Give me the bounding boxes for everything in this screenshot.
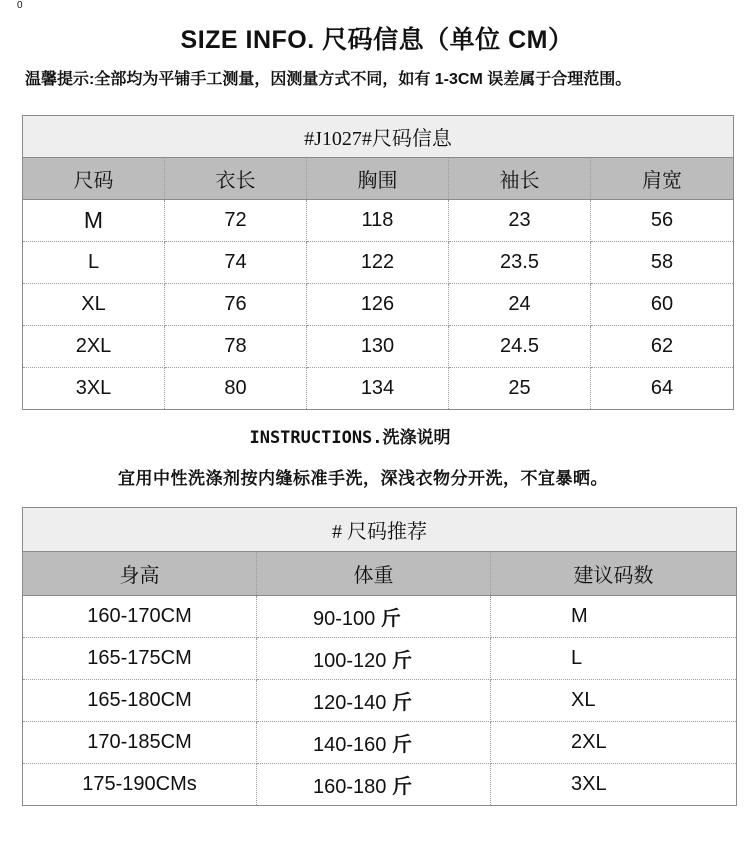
weight-unit: 斤	[391, 776, 412, 798]
weight-value: 140-160	[313, 734, 387, 756]
header-size: 尺码	[23, 158, 165, 200]
table-row	[23, 722, 737, 764]
chest-cell: 122	[307, 242, 449, 284]
table-row	[23, 242, 734, 284]
sleeve-cell: 23.5	[449, 242, 591, 284]
weight-value: 100-120	[313, 650, 387, 672]
table-row	[23, 200, 734, 242]
header-height: 身高	[23, 552, 257, 596]
height-cell: 165-175CM	[23, 638, 257, 680]
table-row	[23, 764, 737, 806]
size-cell: 3XL	[23, 368, 165, 410]
length-cell: 78	[165, 326, 307, 368]
size-table-caption: #J1027#尺码信息	[23, 116, 734, 158]
sleeve-cell: 24	[449, 284, 591, 326]
table-row	[23, 368, 734, 410]
sleeve-cell: 25	[449, 368, 591, 410]
weight-cell	[257, 722, 491, 764]
size-cell: XL	[23, 284, 165, 326]
chest-cell: 130	[307, 326, 449, 368]
recommended-size-cell: L	[491, 638, 737, 680]
size-cell: 2XL	[23, 326, 165, 368]
page-title: SIZE INFO. 尺码信息（单位 CM）	[180, 26, 574, 54]
weight-unit: 斤	[391, 650, 412, 672]
header-sleeve: 袖长	[449, 158, 591, 200]
wash-note: 宜用中性洗涤剂按内缝标准手洗，深浅衣物分开洗，不宜暴晒。	[118, 469, 608, 488]
chest-cell: 126	[307, 284, 449, 326]
header-chest: 胸围	[307, 158, 449, 200]
size-cell: L	[23, 242, 165, 284]
weight-value: 160-180	[313, 776, 387, 798]
header-shoulder: 肩宽	[591, 158, 734, 200]
header-length: 衣长	[165, 158, 307, 200]
weight-unit: 斤	[391, 692, 412, 714]
corner-mark: 0	[17, 0, 23, 11]
height-cell: 160-170CM	[23, 596, 257, 638]
recommended-size-cell: 2XL	[491, 722, 737, 764]
recommended-size-cell: M	[491, 596, 737, 638]
table-row	[23, 326, 734, 368]
table-row	[23, 638, 737, 680]
size-cell: M	[23, 200, 165, 242]
length-cell: 74	[165, 242, 307, 284]
chest-cell: 118	[307, 200, 449, 242]
weight-cell	[257, 596, 491, 638]
size-info-table	[22, 115, 734, 410]
shoulder-cell: 60	[591, 284, 734, 326]
sleeve-cell: 23	[449, 200, 591, 242]
instructions-title: INSTRUCTIONS.洗涤说明	[249, 428, 451, 448]
weight-unit: 斤	[380, 608, 401, 630]
height-cell: 165-180CM	[23, 680, 257, 722]
shoulder-cell: 64	[591, 368, 734, 410]
shoulder-cell: 62	[591, 326, 734, 368]
size-recommend-table	[22, 507, 737, 806]
shoulder-cell: 58	[591, 242, 734, 284]
recommend-table-caption: # 尺码推荐	[23, 508, 737, 552]
recommended-size-cell: 3XL	[491, 764, 737, 806]
weight-cell	[257, 638, 491, 680]
recommend-table-header-row	[23, 552, 737, 596]
height-cell: 170-185CM	[23, 722, 257, 764]
weight-value: 120-140	[313, 692, 387, 714]
header-weight: 体重	[257, 552, 491, 596]
length-cell: 72	[165, 200, 307, 242]
recommended-size-cell: XL	[491, 680, 737, 722]
weight-cell	[257, 764, 491, 806]
size-table-header-row	[23, 158, 734, 200]
weight-value: 90-100	[313, 608, 376, 630]
chest-cell: 134	[307, 368, 449, 410]
table-row	[23, 680, 737, 722]
shoulder-cell: 56	[591, 200, 734, 242]
length-cell: 76	[165, 284, 307, 326]
weight-cell	[257, 680, 491, 722]
weight-unit: 斤	[391, 734, 412, 756]
height-cell: 175-190CMs	[23, 764, 257, 806]
table-row	[23, 596, 737, 638]
measurement-tip: 温馨提示:全部均为平铺手工测量，因测量方式不同，如有 1-3CM 误差属于合理范围。	[25, 71, 632, 88]
table-row	[23, 284, 734, 326]
sleeve-cell: 24.5	[449, 326, 591, 368]
length-cell: 80	[165, 368, 307, 410]
header-recommended-size: 建议码数	[491, 552, 737, 596]
